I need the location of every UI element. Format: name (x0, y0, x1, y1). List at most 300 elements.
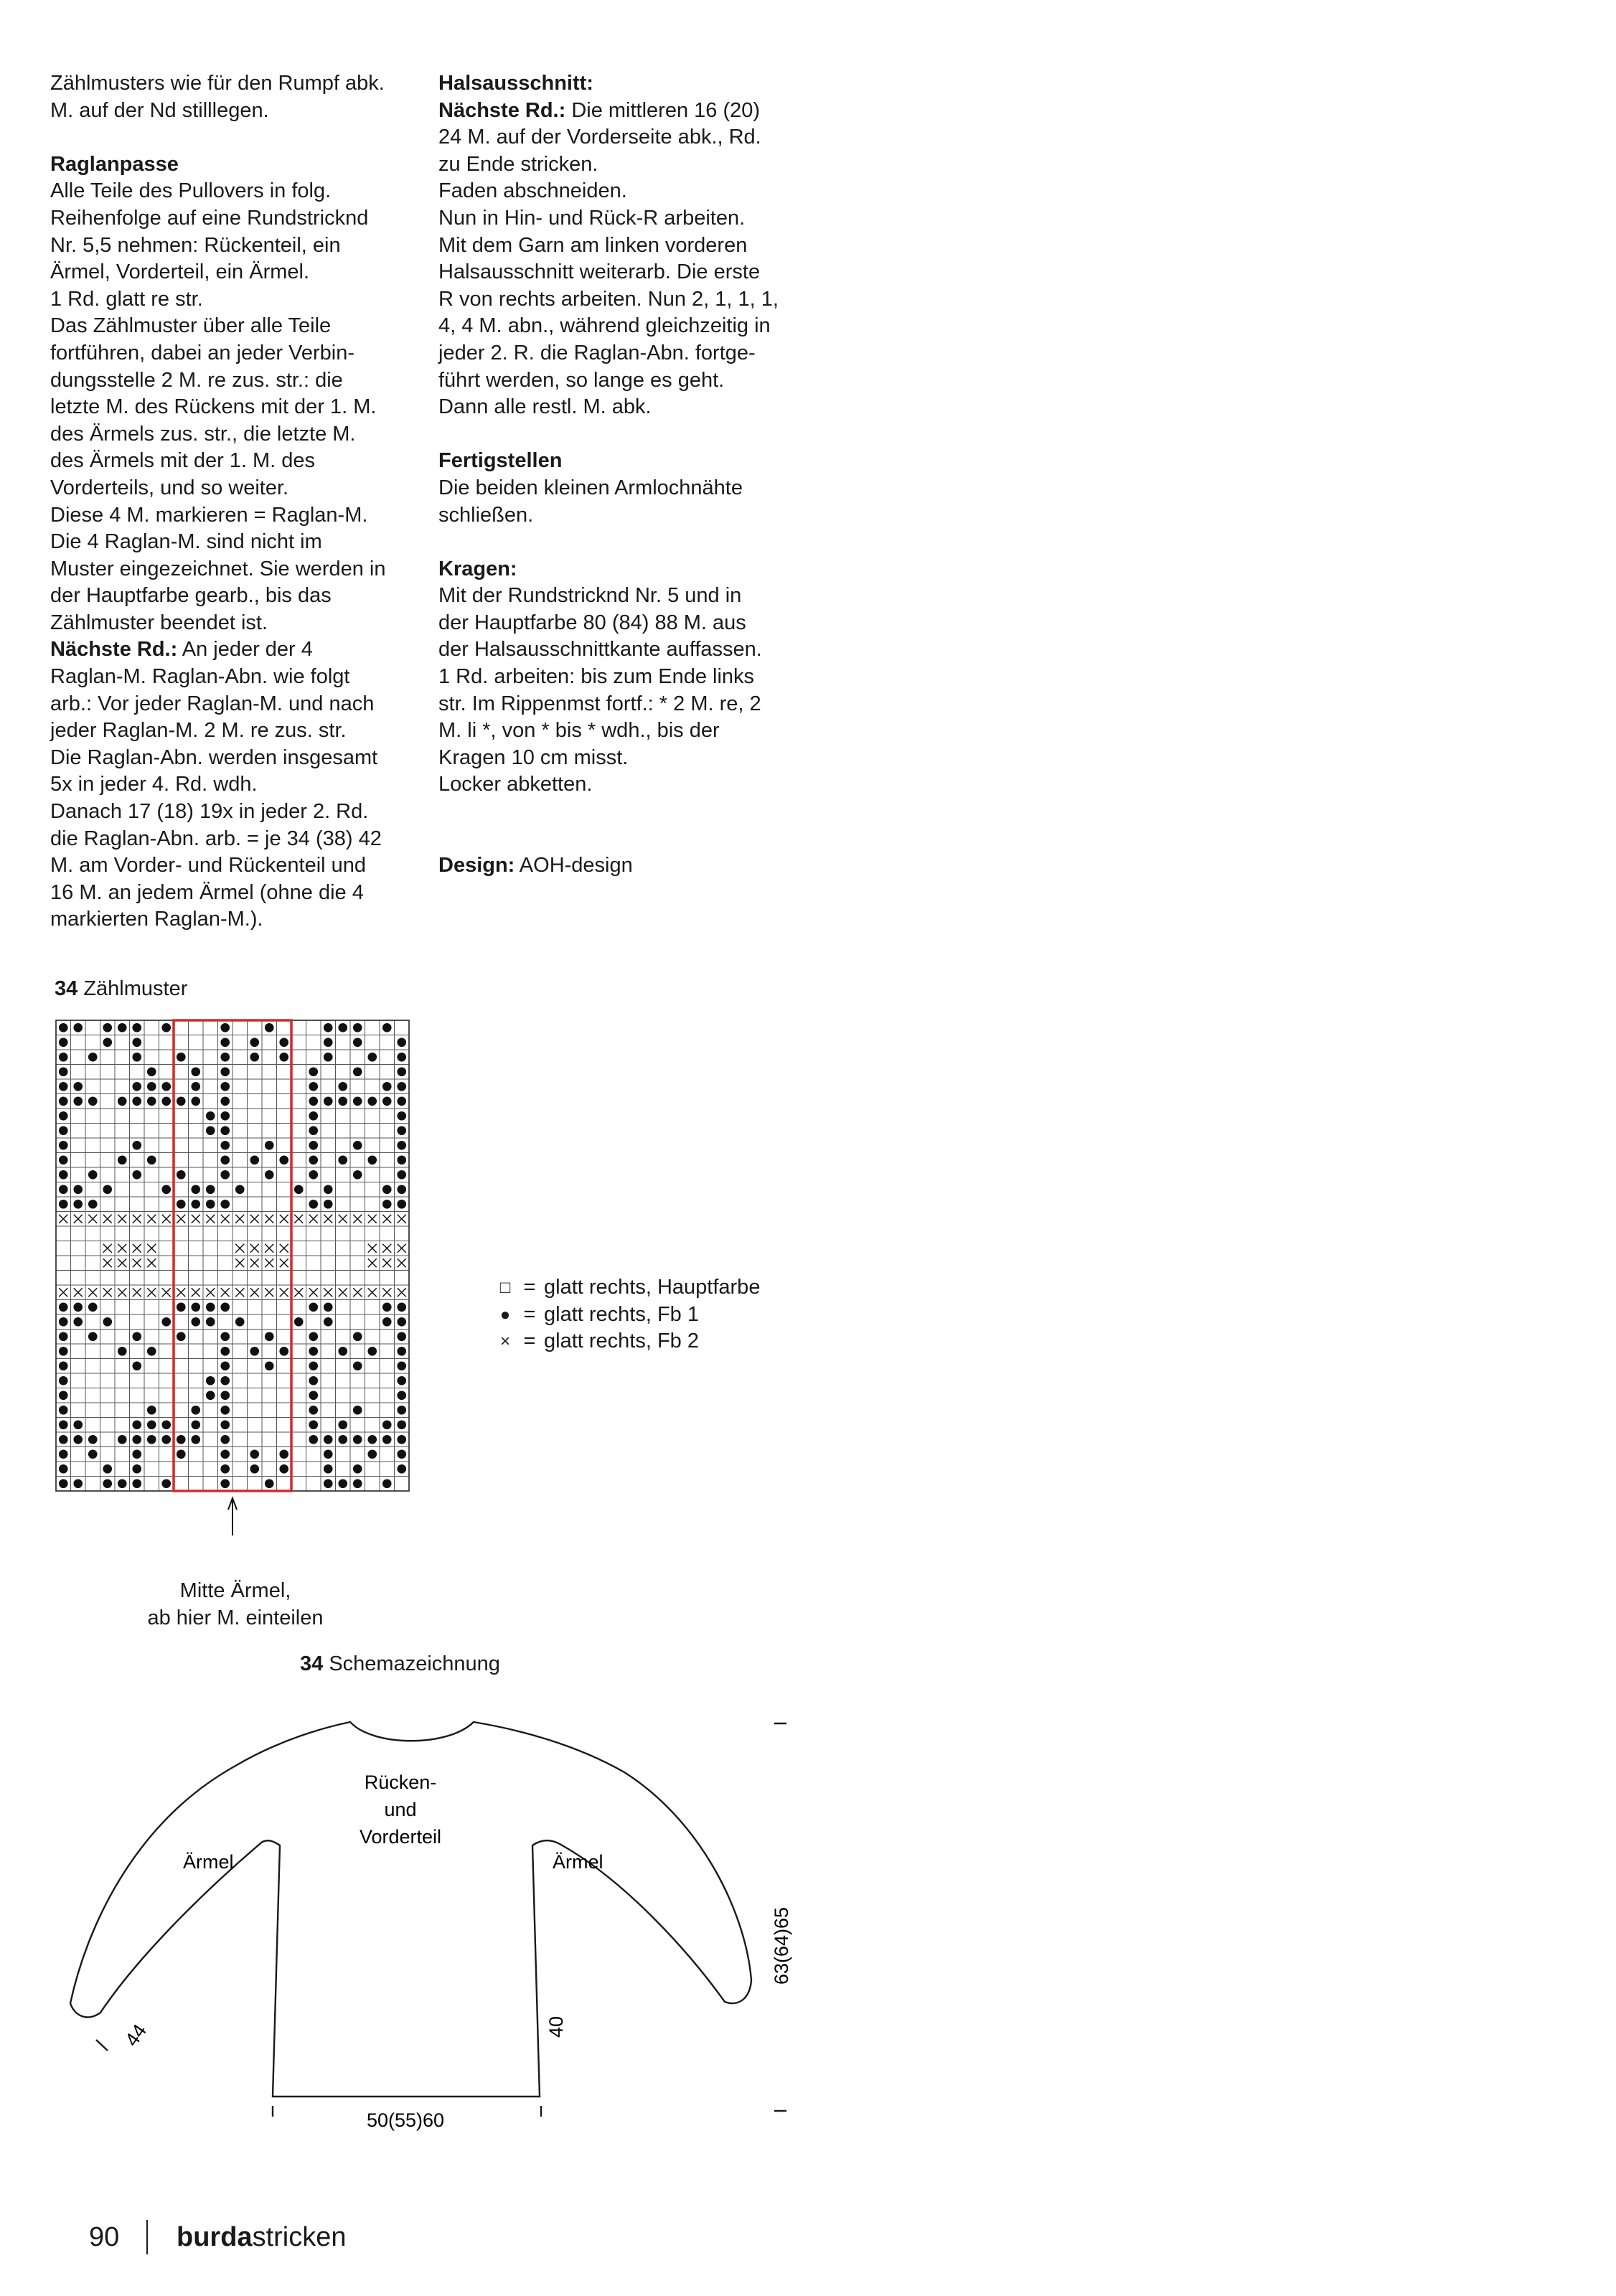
stitch-color-1 (309, 1406, 318, 1415)
stitch-color-1 (220, 1082, 230, 1091)
stitch-color-2 (118, 1258, 126, 1267)
stitch-color-2 (324, 1288, 332, 1297)
stitch-color-1 (220, 1391, 230, 1400)
stitch-color-2 (103, 1288, 112, 1297)
dim-height: 63(64)65 (771, 1906, 792, 1985)
stitch-color-1 (397, 1170, 406, 1180)
stitch-color-1 (309, 1111, 318, 1121)
stitch-color-1 (309, 1082, 318, 1091)
stitch-color-1 (397, 1302, 406, 1312)
stitch-color-1 (59, 1023, 68, 1032)
stitch-color-1 (397, 1332, 406, 1341)
stitch-color-1 (397, 1038, 406, 1047)
stitch-color-2 (353, 1288, 362, 1297)
stitch-color-1 (324, 1096, 333, 1106)
stitch-color-1 (191, 1317, 200, 1327)
schema-title (300, 1652, 500, 1676)
stitch-color-1 (88, 1096, 98, 1106)
stitch-color-2 (398, 1288, 406, 1297)
stitch-color-1 (279, 1038, 288, 1047)
stitch-color-1 (177, 1170, 186, 1180)
stitch-color-1 (59, 1126, 68, 1135)
stitch-color-1 (59, 1082, 68, 1091)
legend-text: glatt rechts, Fb 2 (544, 1330, 699, 1353)
stitch-color-2 (398, 1215, 406, 1223)
stitch-color-1 (132, 1141, 141, 1150)
paragraph-spacer (50, 124, 423, 151)
knitting-chart (55, 1019, 413, 1543)
stitch-color-1 (382, 1082, 392, 1091)
stitch-color-1 (309, 1376, 318, 1385)
chart-number: 34 (55, 977, 78, 1000)
stitch-color-1 (324, 1479, 333, 1488)
paragraph-lead: Nächste Rd.: (438, 98, 566, 122)
stitch-color-1 (220, 1420, 230, 1429)
stitch-color-1 (250, 1053, 259, 1062)
schema-number: 34 (300, 1652, 324, 1675)
stitch-color-1 (73, 1082, 83, 1091)
chart-title (55, 977, 187, 1001)
stitch-color-1 (177, 1449, 186, 1459)
stitch-color-1 (309, 1141, 318, 1150)
stitch-color-1 (161, 1185, 171, 1194)
stitch-color-1 (324, 1449, 333, 1459)
body-label-line-2: und (384, 1799, 417, 1820)
stitch-color-2 (147, 1288, 156, 1297)
stitch-color-1 (161, 1023, 171, 1032)
legend-symbol: × (499, 1332, 510, 1352)
stitch-color-1 (382, 1479, 392, 1488)
stitch-color-1 (397, 1200, 406, 1209)
chart-legend (495, 1274, 760, 1355)
stitch-color-1 (324, 1200, 333, 1209)
paragraph-lead: Nächste Rd.: (50, 638, 178, 662)
stitch-color-1 (324, 1185, 333, 1194)
stitch-color-2 (398, 1258, 406, 1267)
stitch-color-1 (59, 1185, 68, 1194)
stitch-color-1 (353, 1332, 362, 1341)
stitch-color-1 (367, 1449, 377, 1459)
stitch-color-2 (206, 1288, 215, 1297)
brand-bold: burda (177, 2221, 253, 2252)
stitch-color-1 (73, 1420, 83, 1429)
stitch-color-1 (132, 1420, 141, 1429)
stitch-color-1 (73, 1302, 83, 1312)
stitch-color-1 (118, 1155, 127, 1165)
stitch-color-1 (118, 1347, 127, 1356)
stitch-color-2 (103, 1215, 112, 1223)
stitch-color-1 (177, 1332, 186, 1341)
stitch-color-1 (147, 1067, 156, 1076)
stitch-color-1 (59, 1317, 68, 1327)
legend-text: glatt rechts, Hauptfarbe (544, 1276, 761, 1299)
page-footer (89, 2220, 346, 2254)
text-column-left (50, 70, 423, 933)
stitch-color-1 (132, 1449, 141, 1459)
paragraph-spacer (438, 421, 812, 448)
legend-equals: = (523, 1276, 536, 1299)
sleeve-label-left: Ärmel (183, 1851, 234, 1873)
stitch-color-2 (250, 1258, 259, 1267)
stitch-color-1 (397, 1141, 406, 1150)
stitch-color-1 (382, 1420, 392, 1429)
stitch-color-2 (250, 1215, 259, 1223)
stitch-color-1 (397, 1185, 406, 1194)
stitch-color-1 (382, 1200, 392, 1209)
stitch-color-1 (324, 1435, 333, 1444)
stitch-color-1 (206, 1376, 215, 1385)
stitch-color-1 (220, 1302, 230, 1312)
stitch-color-1 (161, 1420, 171, 1429)
stitch-color-1 (382, 1096, 392, 1106)
stitch-color-2 (309, 1215, 318, 1223)
paragraph-spacer (438, 529, 812, 556)
stitch-color-1 (177, 1096, 186, 1106)
stitch-color-2 (192, 1215, 200, 1223)
stitch-color-1 (147, 1420, 156, 1429)
stitch-color-1 (161, 1096, 171, 1106)
stitch-color-1 (220, 1111, 230, 1121)
stitch-color-1 (191, 1082, 200, 1091)
stitch-color-1 (103, 1317, 112, 1327)
stitch-color-1 (118, 1479, 127, 1488)
stitch-color-1 (382, 1435, 392, 1444)
stitch-color-2 (294, 1288, 303, 1297)
stitch-color-1 (161, 1317, 171, 1327)
stitch-color-1 (220, 1067, 230, 1076)
stitch-color-1 (397, 1435, 406, 1444)
stitch-color-1 (147, 1347, 156, 1356)
stitch-color-1 (88, 1170, 98, 1180)
stitch-color-1 (88, 1200, 98, 1209)
stitch-color-1 (324, 1023, 333, 1032)
stitch-color-1 (309, 1420, 318, 1429)
schema-title-text: Schemazeichnung (329, 1652, 500, 1675)
stitch-color-2 (265, 1288, 273, 1297)
stitch-color-1 (265, 1361, 274, 1370)
stitch-color-2 (162, 1215, 171, 1223)
stitch-color-2 (382, 1215, 391, 1223)
stitch-color-1 (220, 1141, 230, 1150)
stitch-color-2 (59, 1215, 67, 1223)
stitch-color-1 (309, 1067, 318, 1076)
stitch-color-1 (132, 1023, 141, 1032)
stitch-color-1 (132, 1479, 141, 1488)
stitch-color-1 (353, 1038, 362, 1047)
stitch-color-1 (191, 1420, 200, 1429)
stitch-color-1 (338, 1082, 347, 1091)
stitch-color-1 (177, 1053, 186, 1062)
stitch-color-1 (73, 1317, 83, 1327)
stitch-color-1 (59, 1361, 68, 1370)
stitch-color-1 (73, 1435, 83, 1444)
sleeve-label-right: Ärmel (553, 1851, 603, 1873)
sweater-schematic (0, 1679, 861, 2138)
stitch-color-1 (353, 1435, 362, 1444)
stitch-color-2 (265, 1215, 273, 1223)
stitch-color-1 (177, 1435, 186, 1444)
stitch-color-1 (324, 1317, 333, 1327)
paragraph: Alle Teile des Pullovers in folg. Reihenfolge auf eine Rundstricknd Nr. 5,5 nehmen: Rückenteil, ein Ärmel, Vorderteil, ein Ärmel. 1 Rd. glatt re str. Das Zählmuster über alle Teile fortführen, dabei an jeder Verbin- dungsstelle 2 M. re zus. str.: die letzte M. des Rückens mit der 1. M. des Ärmels zus. str., die letzte M. des Ärmels mit der 1. M. des Vorderteils, und so weiter. Diese 4 M. markieren = Raglan-M. Die 4 Raglan-M. sind nicht im Muster eingezeichnet. Sie werden in der Hauptfarbe gearb., bis das Zählmuster beendet ist. (50, 179, 386, 634)
stitch-color-2 (309, 1288, 318, 1297)
stitch-color-1 (206, 1200, 215, 1209)
stitch-color-1 (161, 1479, 171, 1488)
stitch-color-1 (132, 1332, 141, 1341)
stitch-color-1 (191, 1067, 200, 1076)
dim-width: 50(55)60 (366, 2109, 445, 2131)
paragraph: Mit der Rundstricknd Nr. 5 und in der Hauptfarbe 80 (84) 88 M. aus der Halsausschnittkante auffassen. 1 Rd. arbeiten: bis zum Ende links str. Im Rippenmst fortf.: * 2 M. re, 2 M. li *, von * bis * wdh., bis der Kragen 10 cm misst. Locker abketten. (438, 584, 762, 796)
stitch-color-2 (235, 1258, 244, 1267)
section-heading: Kragen: (438, 557, 517, 580)
stitch-color-1 (353, 1406, 362, 1415)
stitch-color-1 (191, 1435, 200, 1444)
stitch-color-1 (88, 1053, 98, 1062)
stitch-color-1 (177, 1200, 186, 1209)
stitch-color-2 (339, 1288, 347, 1297)
stitch-color-1 (220, 1449, 230, 1459)
stitch-color-1 (220, 1479, 230, 1488)
stitch-color-2 (324, 1215, 332, 1223)
stitch-color-2 (382, 1258, 391, 1267)
stitch-color-1 (59, 1053, 68, 1062)
stitch-color-1 (220, 1023, 230, 1032)
stitch-color-1 (220, 1170, 230, 1180)
paragraph: Die beiden kleinen Armlochnähte schließen. (438, 476, 743, 527)
stitch-color-1 (132, 1096, 141, 1106)
stitch-color-2 (368, 1258, 377, 1267)
stitch-color-2 (59, 1288, 67, 1297)
stitch-color-1 (220, 1406, 230, 1415)
stitch-color-1 (147, 1082, 156, 1091)
stitch-color-1 (338, 1155, 347, 1165)
stitch-color-1 (397, 1391, 406, 1400)
stitch-color-2 (382, 1244, 391, 1253)
stitch-color-2 (206, 1215, 215, 1223)
stitch-color-1 (103, 1038, 112, 1047)
stitch-color-1 (59, 1420, 68, 1429)
stitch-color-1 (353, 1170, 362, 1180)
stitch-color-1 (367, 1155, 377, 1165)
stitch-color-1 (397, 1155, 406, 1165)
stitch-color-1 (397, 1406, 406, 1415)
stitch-color-1 (353, 1096, 362, 1106)
stitch-color-1 (279, 1449, 288, 1459)
stitch-color-2 (118, 1244, 126, 1253)
stitch-color-2 (147, 1215, 156, 1223)
stitch-color-1 (397, 1111, 406, 1121)
stitch-color-2 (133, 1288, 141, 1297)
legend-item (495, 1302, 760, 1329)
stitch-color-1 (206, 1185, 215, 1194)
chart-arrow-label: Mitte Ärmel, ab hier M. einteilen (147, 1579, 324, 1629)
stitch-color-1 (250, 1038, 259, 1047)
stitch-color-1 (118, 1023, 127, 1032)
stitch-color-1 (206, 1302, 215, 1312)
stitch-color-1 (59, 1347, 68, 1356)
stitch-color-1 (73, 1479, 83, 1488)
stitch-color-1 (309, 1347, 318, 1356)
stitch-color-2 (133, 1244, 141, 1253)
stitch-color-2 (147, 1258, 156, 1267)
stitch-color-2 (368, 1244, 377, 1253)
stitch-color-2 (103, 1258, 112, 1267)
legend-symbol: ● (499, 1304, 511, 1325)
stitch-color-2 (280, 1258, 288, 1267)
stitch-color-2 (192, 1288, 200, 1297)
footer-divider (146, 2220, 148, 2254)
stitch-color-1 (353, 1023, 362, 1032)
stitch-color-1 (382, 1023, 392, 1032)
stitch-color-1 (397, 1347, 406, 1356)
stitch-color-1 (265, 1141, 274, 1150)
stitch-color-1 (382, 1302, 392, 1312)
stitch-color-1 (294, 1185, 304, 1194)
stitch-color-1 (88, 1302, 98, 1312)
arrow-up-icon (228, 1498, 237, 1535)
stitch-color-1 (367, 1435, 377, 1444)
stitch-color-1 (309, 1126, 318, 1135)
stitch-color-1 (177, 1302, 186, 1312)
stitch-color-1 (59, 1464, 68, 1474)
stitch-color-2 (133, 1215, 141, 1223)
stitch-color-1 (59, 1096, 68, 1106)
stitch-color-1 (88, 1435, 98, 1444)
stitch-color-1 (353, 1479, 362, 1488)
stitch-color-2 (280, 1215, 288, 1223)
stitch-color-1 (132, 1053, 141, 1062)
stitch-color-1 (353, 1067, 362, 1076)
stitch-color-1 (132, 1464, 141, 1474)
body-label-line-1: Rücken- (364, 1772, 437, 1793)
stitch-color-1 (324, 1053, 333, 1062)
stitch-color-1 (59, 1376, 68, 1385)
stitch-color-1 (132, 1038, 141, 1047)
stitch-color-1 (265, 1332, 274, 1341)
stitch-color-1 (309, 1096, 318, 1106)
stitch-color-1 (265, 1170, 274, 1180)
brand-logo (177, 2222, 346, 2253)
stitch-color-1 (397, 1126, 406, 1135)
stitch-color-1 (324, 1038, 333, 1047)
stitch-color-2 (177, 1215, 185, 1223)
stitch-color-1 (59, 1111, 68, 1121)
stitch-color-1 (220, 1376, 230, 1385)
stitch-color-2 (398, 1244, 406, 1253)
stitch-color-1 (324, 1464, 333, 1474)
stitch-color-1 (309, 1200, 318, 1209)
stitch-color-1 (220, 1347, 230, 1356)
stitch-color-2 (162, 1288, 171, 1297)
stitch-color-1 (220, 1435, 230, 1444)
stitch-color-1 (338, 1420, 347, 1429)
stitch-color-1 (250, 1347, 259, 1356)
page-number: 90 (89, 2221, 120, 2252)
stitch-color-1 (191, 1302, 200, 1312)
paragraph: Zählmusters wie für den Rumpf abk. M. auf der Nd stilllegen. (50, 72, 385, 122)
stitch-color-2 (382, 1288, 391, 1297)
stitch-color-1 (132, 1435, 141, 1444)
stitch-color-2 (74, 1288, 83, 1297)
legend-item (495, 1328, 760, 1355)
stitch-color-1 (206, 1111, 215, 1121)
stitch-color-1 (132, 1170, 141, 1180)
stitch-color-1 (279, 1155, 288, 1165)
stitch-color-2 (339, 1215, 347, 1223)
stitch-color-1 (59, 1067, 68, 1076)
stitch-color-1 (206, 1126, 215, 1135)
stitch-color-2 (118, 1215, 126, 1223)
stitch-color-1 (353, 1464, 362, 1474)
stitch-color-1 (147, 1406, 156, 1415)
stitch-color-1 (161, 1082, 171, 1091)
stitch-color-1 (59, 1479, 68, 1488)
paragraph-lead: Design: (438, 854, 515, 878)
stitch-color-1 (397, 1096, 406, 1106)
stitch-color-1 (88, 1449, 98, 1459)
stitch-color-1 (353, 1141, 362, 1150)
stitch-color-2 (235, 1244, 244, 1253)
stitch-color-1 (220, 1126, 230, 1135)
stitch-color-1 (132, 1082, 141, 1091)
stitch-color-1 (397, 1053, 406, 1062)
stitch-color-1 (397, 1082, 406, 1091)
stitch-color-2 (235, 1288, 244, 1297)
section-heading: Fertigstellen (438, 449, 563, 473)
stitch-color-1 (382, 1317, 392, 1327)
dim-sleeve: 44 (121, 2020, 151, 2051)
stitch-color-2 (74, 1215, 83, 1223)
stitch-color-1 (73, 1200, 83, 1209)
stitch-color-2 (235, 1215, 244, 1223)
stitch-color-1 (73, 1023, 83, 1032)
stitch-color-1 (235, 1317, 245, 1327)
stitch-color-1 (235, 1185, 245, 1194)
stitch-color-1 (73, 1185, 83, 1194)
stitch-color-1 (324, 1302, 333, 1312)
section-heading: Halsausschnitt: (438, 72, 593, 95)
stitch-color-1 (191, 1406, 200, 1415)
stitch-color-1 (367, 1053, 377, 1062)
stitch-color-1 (59, 1170, 68, 1180)
stitch-color-1 (59, 1406, 68, 1415)
paragraph-spacer (438, 826, 812, 853)
stitch-color-1 (397, 1464, 406, 1474)
stitch-color-1 (265, 1023, 274, 1032)
stitch-color-1 (397, 1420, 406, 1429)
stitch-color-1 (397, 1449, 406, 1459)
stitch-color-2 (250, 1244, 259, 1253)
legend-equals: = (523, 1302, 536, 1326)
stitch-color-1 (206, 1317, 215, 1327)
stitch-color-1 (103, 1464, 112, 1474)
stitch-color-2 (368, 1215, 377, 1223)
paragraph: Design: AOH-design (438, 854, 633, 878)
stitch-color-1 (250, 1449, 259, 1459)
dim-side: 40 (545, 2015, 567, 2038)
stitch-color-2 (250, 1288, 259, 1297)
stitch-color-2 (133, 1258, 141, 1267)
stitch-color-1 (59, 1200, 68, 1209)
stitch-color-1 (367, 1347, 377, 1356)
stitch-color-2 (118, 1288, 126, 1297)
stitch-color-1 (309, 1332, 318, 1341)
stitch-color-1 (338, 1435, 347, 1444)
stitch-color-2 (353, 1215, 362, 1223)
stitch-color-1 (250, 1155, 259, 1165)
stitch-color-1 (279, 1347, 288, 1356)
stitch-color-2 (103, 1244, 112, 1253)
stitch-color-1 (338, 1096, 347, 1106)
